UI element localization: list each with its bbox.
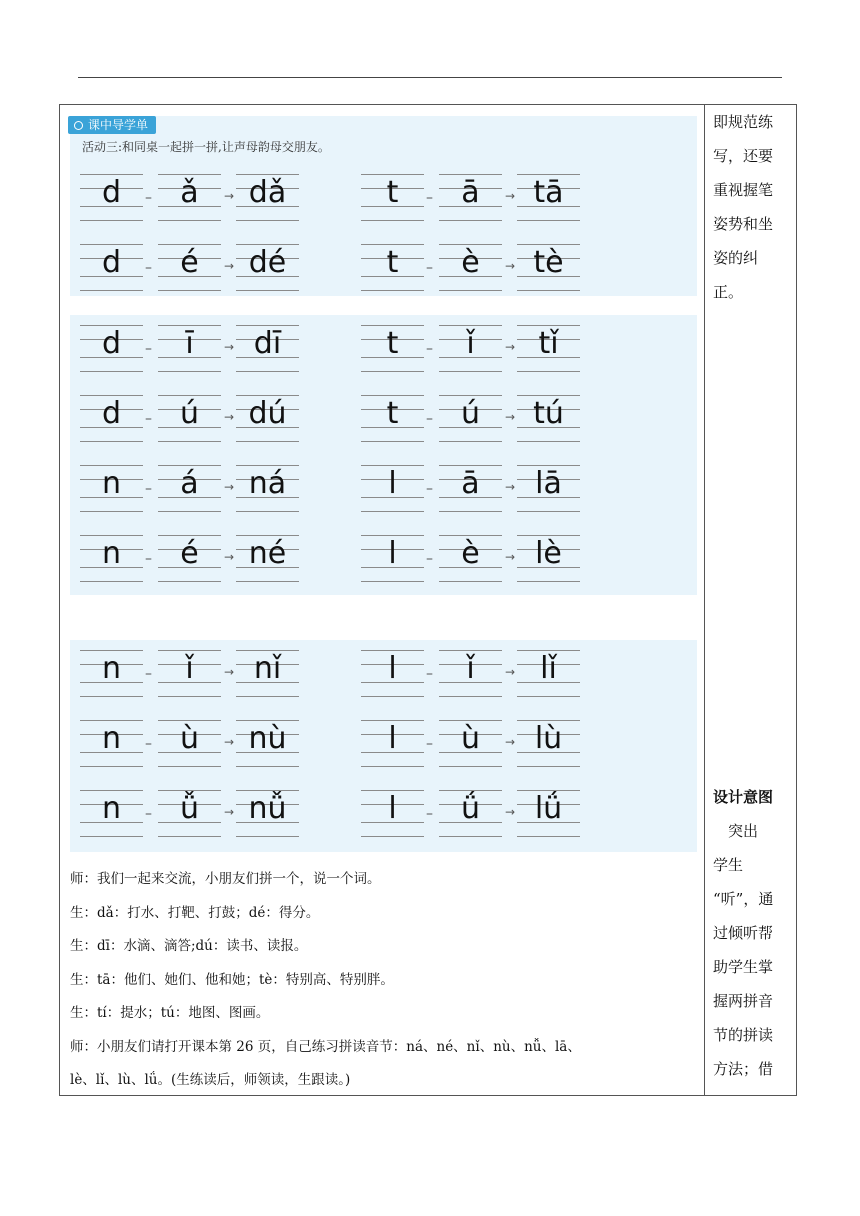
initial-cell <box>80 166 143 226</box>
syllable-group <box>361 387 586 447</box>
side-line: 姿的纠 <box>713 249 759 267</box>
syllable-group <box>361 527 586 587</box>
syllable-group <box>80 317 305 377</box>
plus-dash: – <box>426 411 433 427</box>
syllable-group <box>361 457 586 517</box>
plus-dash: – <box>145 736 152 752</box>
final-cell-text: ǐ <box>466 651 475 686</box>
plus-dash: – <box>145 411 152 427</box>
syllable-cell-text: tā <box>533 175 564 210</box>
syllable-cell <box>236 236 299 296</box>
dialogue-line: 生：tí：提水；tú：地图、图画。 <box>70 1005 270 1021</box>
syllable-cell-text: dǎ <box>248 175 287 210</box>
initial-cell <box>80 457 143 517</box>
final-cell <box>158 387 221 447</box>
initial-cell-text: t <box>386 326 399 361</box>
lesson-table <box>59 104 797 1096</box>
syllable-cell-text: tè <box>533 245 564 280</box>
final-cell-text: ú <box>179 396 199 431</box>
side-line: 方法；借 <box>713 1060 774 1078</box>
plus-dash: – <box>145 806 152 822</box>
final-cell <box>158 457 221 517</box>
plus-dash: – <box>426 806 433 822</box>
syllable-cell <box>517 782 580 842</box>
final-cell <box>158 782 221 842</box>
arrow-icon: → <box>505 480 516 494</box>
final-cell <box>439 387 502 447</box>
initial-cell <box>361 527 424 587</box>
final-cell-text: ǐ <box>466 326 475 361</box>
syllable-group <box>80 236 305 296</box>
column-divider <box>704 105 705 1095</box>
dialogue-line: 师：我们一起来交流，小朋友们拼一个，说一个词。 <box>70 871 381 887</box>
syllable-group <box>80 642 305 702</box>
arrow-icon: → <box>224 480 235 494</box>
play-icon <box>74 121 83 130</box>
syllable-cell <box>517 166 580 226</box>
syllable-cell-text: nǚ <box>248 791 287 826</box>
final-cell-text: é <box>180 245 199 280</box>
syllable-group <box>361 317 586 377</box>
final-cell-text: è <box>461 536 480 571</box>
side-line: “听”，通 <box>713 890 774 908</box>
dialogue-line: 生：dǎ：打水、打靶、打鼓；dé：得分。 <box>70 904 320 921</box>
syllable-cell <box>517 387 580 447</box>
arrow-icon: → <box>505 665 516 679</box>
side-note <box>713 105 793 309</box>
design-intent <box>713 780 793 1086</box>
syllable-cell-text: lā <box>535 466 562 501</box>
syllable-cell <box>236 782 299 842</box>
initial-cell <box>361 457 424 517</box>
plus-dash: – <box>145 551 152 567</box>
arrow-icon: → <box>224 410 235 424</box>
initial-cell <box>361 166 424 226</box>
plus-dash: – <box>145 260 152 276</box>
final-cell-text: ù <box>179 721 199 756</box>
syllable-cell <box>236 387 299 447</box>
final-cell-text: ǐ <box>185 651 194 686</box>
syllable-cell <box>236 457 299 517</box>
side-line: 重视握笔 <box>713 181 774 199</box>
plus-dash: – <box>145 341 152 357</box>
syllable-group <box>361 236 586 296</box>
arrow-icon: → <box>505 805 516 819</box>
final-cell <box>439 457 502 517</box>
dialogue-line: 生：dī：水滴、滴答;dú：读书、读报。 <box>70 938 308 954</box>
arrow-icon: → <box>224 805 235 819</box>
initial-cell-text: n <box>101 651 121 686</box>
final-cell-text: ǚ <box>179 791 199 826</box>
initial-cell-text: n <box>101 466 121 501</box>
syllable-cell-text: lǘ <box>534 791 563 826</box>
syllable-cell-text: dī <box>253 326 282 361</box>
side-line: 正。 <box>713 283 744 301</box>
arrow-icon: → <box>224 189 235 203</box>
initial-cell <box>361 712 424 772</box>
arrow-icon: → <box>224 550 235 564</box>
initial-cell <box>361 387 424 447</box>
initial-cell <box>80 527 143 587</box>
pinyin-panel-1 <box>70 116 697 296</box>
side-line: 助学生掌 <box>713 958 774 976</box>
header-rule <box>78 77 782 78</box>
initial-cell-text: d <box>101 175 122 210</box>
final-cell <box>439 166 502 226</box>
initial-cell <box>80 642 143 702</box>
dialogue-line: lè、lǐ、lù、lǘ。(生练读后，师领读，生跟读。) <box>70 1072 351 1088</box>
syllable-group <box>80 166 305 226</box>
plus-dash: – <box>426 260 433 276</box>
final-cell-text: á <box>180 466 199 501</box>
final-cell <box>158 236 221 296</box>
syllable-group <box>361 166 586 226</box>
syllable-cell <box>236 642 299 702</box>
syllable-cell-text: ná <box>248 466 287 501</box>
final-cell <box>158 527 221 587</box>
initial-cell <box>361 782 424 842</box>
side-line: 握两拼音 <box>713 992 774 1010</box>
syllable-cell <box>517 236 580 296</box>
plus-dash: – <box>426 736 433 752</box>
initial-cell <box>80 782 143 842</box>
initial-cell-text: l <box>388 536 397 571</box>
final-cell-text: è <box>461 245 480 280</box>
final-cell <box>439 317 502 377</box>
final-cell <box>439 712 502 772</box>
initial-cell <box>361 642 424 702</box>
final-cell-text: ǘ <box>460 791 480 826</box>
initial-cell-text: l <box>388 791 397 826</box>
initial-cell <box>80 236 143 296</box>
syllable-cell <box>517 457 580 517</box>
side-line: 学生 <box>713 856 744 874</box>
plus-dash: – <box>145 190 152 206</box>
initial-cell-text: l <box>388 651 397 686</box>
syllable-cell <box>517 317 580 377</box>
dialogue-line: 师：小朋友们请打开课本第 26 页，自己练习拼读音节：ná、né、nǐ、nù、nǚ、lā、 <box>70 1038 581 1055</box>
plus-dash: – <box>426 551 433 567</box>
syllable-cell <box>236 712 299 772</box>
initial-cell <box>80 317 143 377</box>
final-cell-text: ī <box>185 326 194 361</box>
initial-cell <box>80 387 143 447</box>
plus-dash: – <box>145 481 152 497</box>
plus-dash: – <box>426 666 433 682</box>
syllable-group <box>80 527 305 587</box>
final-cell <box>439 782 502 842</box>
syllable-cell <box>517 642 580 702</box>
final-cell-text: ā <box>461 466 480 501</box>
syllable-group <box>80 782 305 842</box>
activity-instruction: 活动三:和同桌一起拼一拼,让声母韵母交朋友。 <box>82 140 330 154</box>
final-cell-text: ā <box>461 175 480 210</box>
final-cell <box>439 527 502 587</box>
pinyin-panel-3 <box>70 640 697 852</box>
syllable-cell-text: tǐ <box>538 326 559 361</box>
syllable-group <box>361 782 586 842</box>
final-cell <box>158 642 221 702</box>
arrow-icon: → <box>505 550 516 564</box>
syllable-group <box>80 457 305 517</box>
final-cell <box>158 317 221 377</box>
initial-cell-text: l <box>388 721 397 756</box>
dialogue-line: 生：tā：他们、她们、他和她；tè：特别高、特别胖。 <box>70 971 394 988</box>
arrow-icon: → <box>224 735 235 749</box>
initial-cell-text: n <box>101 536 121 571</box>
initial-cell-text: l <box>388 466 397 501</box>
side-line: 写，还要 <box>713 147 774 165</box>
syllable-group <box>361 642 586 702</box>
design-intent-title: 设计意图 <box>713 788 774 806</box>
final-cell-text: é <box>180 536 199 571</box>
side-line: 突出 <box>713 822 759 840</box>
plus-dash: – <box>426 341 433 357</box>
arrow-icon: → <box>505 735 516 749</box>
side-line: 过倾听帮 <box>713 924 774 942</box>
syllable-cell <box>236 527 299 587</box>
pinyin-panel-2 <box>70 315 697 595</box>
final-cell-text: ù <box>460 721 480 756</box>
syllable-cell-text: nǐ <box>253 651 282 686</box>
syllable-group <box>80 387 305 447</box>
plus-dash: – <box>426 190 433 206</box>
syllable-cell <box>517 527 580 587</box>
plus-dash: – <box>426 481 433 497</box>
plus-dash: – <box>145 666 152 682</box>
arrow-icon: → <box>505 340 516 354</box>
arrow-icon: → <box>505 259 516 273</box>
initial-cell-text: n <box>101 791 121 826</box>
final-cell <box>439 236 502 296</box>
initial-cell-text: d <box>101 245 122 280</box>
initial-cell-text: t <box>386 175 399 210</box>
initial-cell <box>361 317 424 377</box>
initial-cell <box>80 712 143 772</box>
arrow-icon: → <box>224 259 235 273</box>
final-cell-text: ǎ <box>180 175 199 210</box>
initial-cell-text: t <box>386 245 399 280</box>
final-cell-text: ú <box>460 396 480 431</box>
arrow-icon: → <box>505 189 516 203</box>
syllable-cell-text: tú <box>533 396 564 431</box>
syllable-cell <box>517 712 580 772</box>
initial-cell-text: n <box>101 721 121 756</box>
syllable-cell-text: nù <box>248 721 287 756</box>
syllable-cell-text: lù <box>534 721 563 756</box>
arrow-icon: → <box>224 665 235 679</box>
syllable-group <box>80 712 305 772</box>
initial-cell-text: d <box>101 326 122 361</box>
badge-label: 课中导学单 <box>88 118 149 132</box>
syllable-cell-text: dé <box>248 245 287 280</box>
initial-cell-text: d <box>101 396 122 431</box>
syllable-cell-text: lǐ <box>540 651 557 686</box>
side-line: 节的拼读 <box>713 1026 774 1044</box>
syllable-group <box>361 712 586 772</box>
side-line: 姿势和坐 <box>713 215 774 233</box>
syllable-cell-text: lè <box>535 536 562 571</box>
syllable-cell <box>236 166 299 226</box>
syllable-cell-text: dú <box>248 396 287 431</box>
initial-cell-text: t <box>386 396 399 431</box>
final-cell <box>158 166 221 226</box>
initial-cell <box>361 236 424 296</box>
arrow-icon: → <box>505 410 516 424</box>
syllable-cell <box>236 317 299 377</box>
final-cell <box>439 642 502 702</box>
side-line: 即规范练 <box>713 113 774 131</box>
syllable-cell-text: né <box>248 536 287 571</box>
arrow-icon: → <box>224 340 235 354</box>
final-cell <box>158 712 221 772</box>
section-badge <box>68 116 156 134</box>
